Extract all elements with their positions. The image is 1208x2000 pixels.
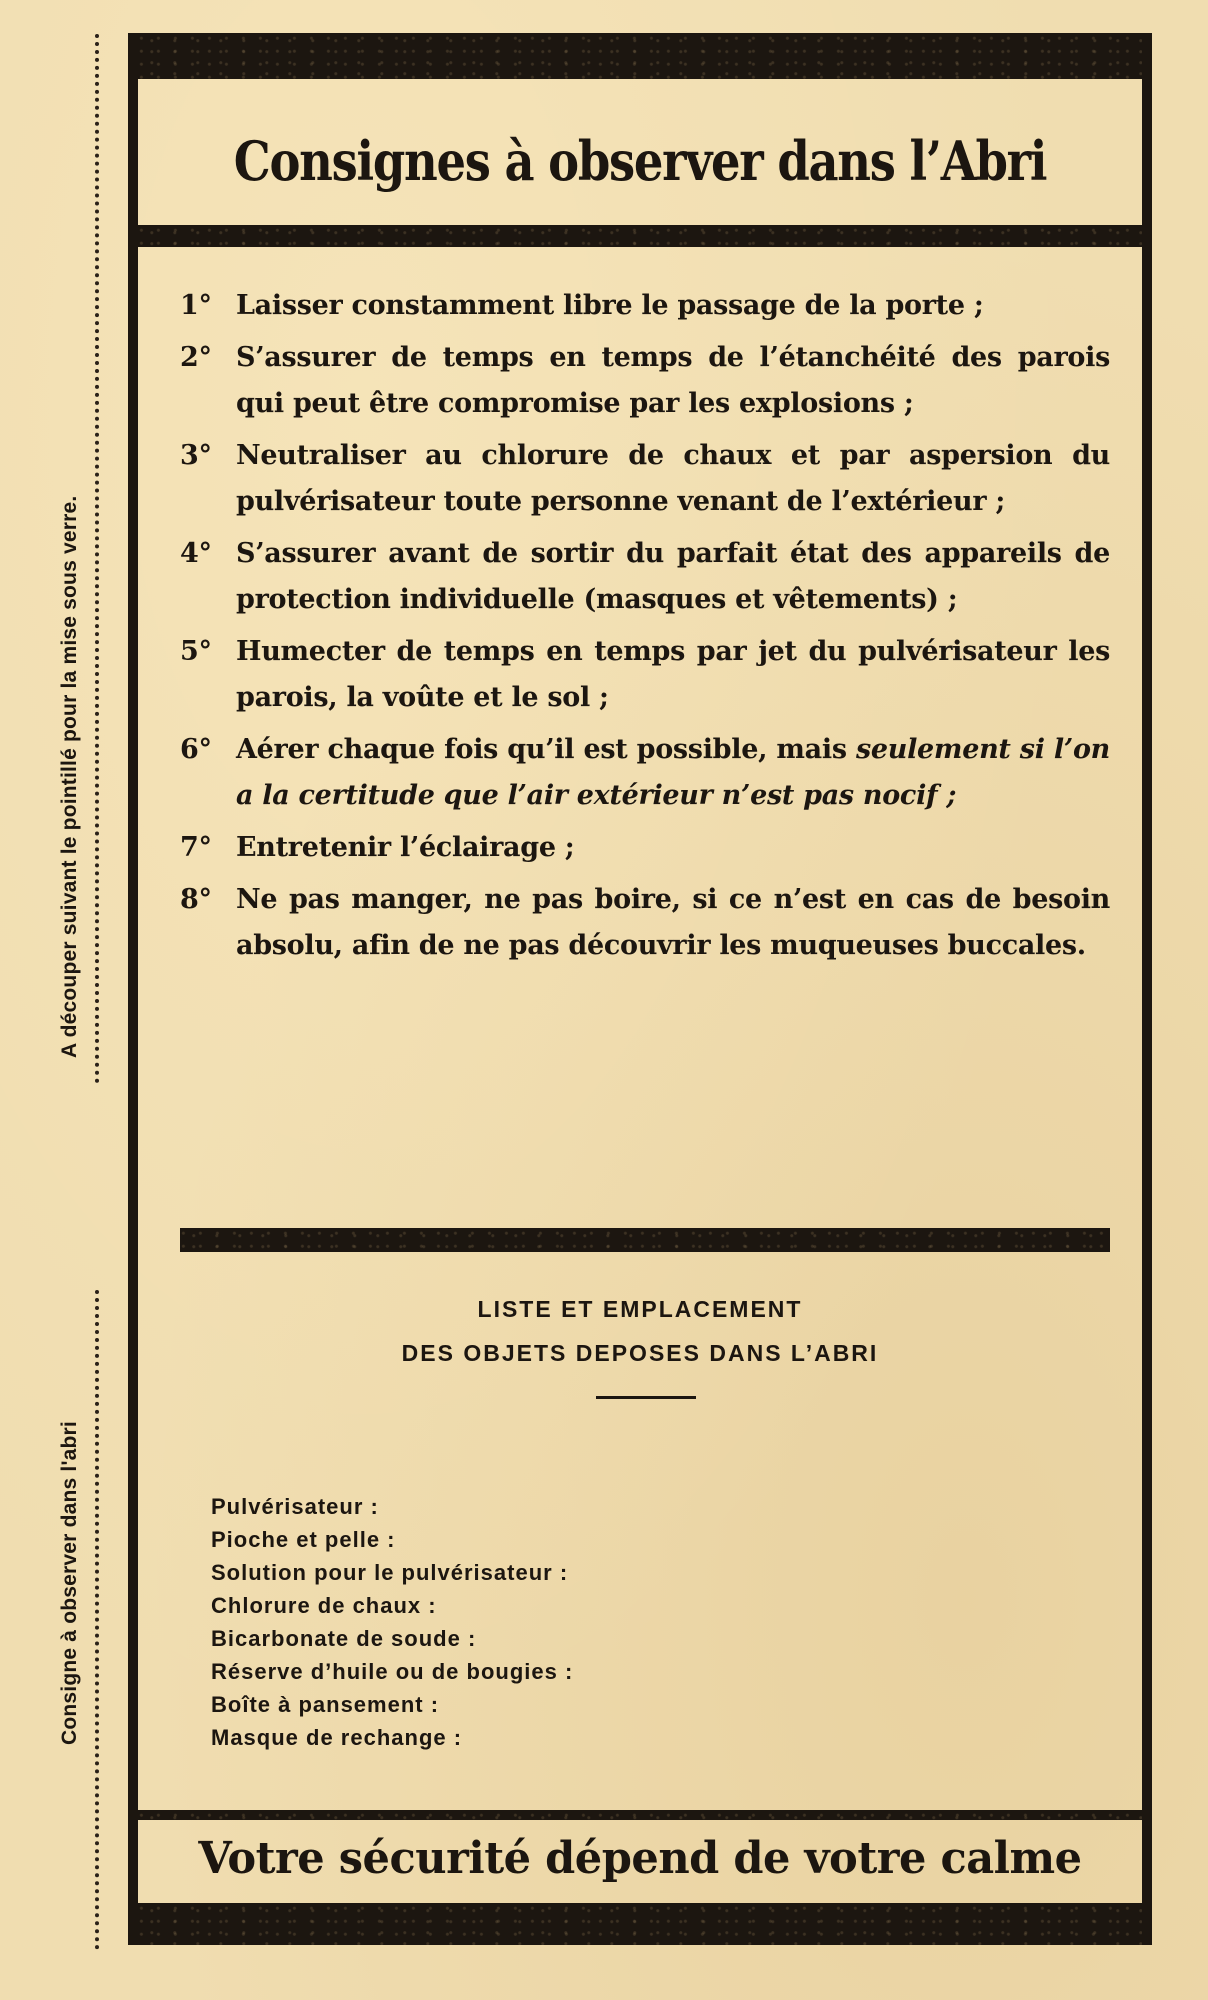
objects-heading-line-2: DES OBJETS DEPOSES DANS L’ABRI [401,1340,879,1366]
rule-text: S’assurer avant de sortir du parfait état des appareils de protection individuelle (masques et vêtements) ; [236,538,1110,615]
rule-number: 5° [180,636,212,667]
rule-item [180,335,1110,427]
object-item: Boîte à pansement : [211,1692,440,1717]
rule-text: Ne pas manger, ne pas boire, si ce n’est en cas de besoin absolu, afin de ne pas découvrir les muqueuses buccales. [236,884,1110,961]
rule-text: S’assurer de temps en temps de l’étanchéité des parois qui peut être compromise par les explosions ; [236,342,1110,419]
rule-number: 3° [180,440,212,471]
cut-line-dotted-lower [95,1290,99,1950]
object-item: Solution pour le pulvérisateur : [211,1560,569,1585]
rule-item [180,629,1110,721]
objects-list [211,1490,573,1754]
heading-short-rule [596,1396,696,1399]
top-border-band [138,33,1142,79]
footer-top-rule [138,1810,1142,1820]
objects-list-heading [138,1287,1142,1375]
rule-number: 7° [180,832,212,863]
title-underline-band [138,225,1142,247]
rule-text: Laisser constamment libre le passage de la porte ; [236,290,984,321]
rule-item [180,727,1110,819]
rule-number: 1° [180,290,212,321]
notice-title: Consignes à observer dans l’Abri [233,129,1047,193]
rule-number: 6° [180,734,212,765]
bottom-border-band [138,1903,1142,1945]
object-item: Pioche et pelle : [211,1527,396,1552]
notice-frame [128,33,1152,1945]
cut-line-dotted-upper [95,34,99,1084]
rule-text: Humecter de temps en temps par jet du pulvérisateur les parois, la voûte et le sol ; [236,636,1110,713]
rule-text: Aérer chaque fois qu’il est possible, mais [236,734,847,765]
rule-number: 4° [180,538,212,569]
object-item: Masque de rechange : [211,1725,463,1750]
margin-cut-instruction: A découper suivant le pointillé pour la mise sous verre. [58,495,81,1058]
objects-heading-line-1: LISTE ET EMPLACEMENT [477,1296,803,1322]
rule-item [180,283,1110,329]
rule-item [180,531,1110,623]
object-item: Bicarbonate de soude : [211,1626,477,1651]
rule-number: 8° [180,884,212,915]
object-item: Réserve d’huile ou de bougies : [211,1659,574,1684]
rule-number: 2° [180,342,212,373]
rule-text: Neutraliser au chlorure de chaux et par aspersion du pulvérisateur toute personne venant de l’extérieur ; [236,440,1110,517]
section-divider-band [180,1228,1110,1252]
object-item: Pulvérisateur : [211,1494,379,1519]
object-item: Chlorure de chaux : [211,1593,437,1618]
rule-text: Entretenir l’éclairage ; [236,832,575,863]
rule-item [180,433,1110,525]
rules-list [180,283,1110,975]
footer-slogan: Votre sécurité dépend de votre calme [198,1833,1082,1884]
rule-text-emphasis: seulement si l’on a la certitude que l’air extérieur n’est pas nocif ; [236,734,1110,811]
rule-item [180,825,1110,871]
margin-caption: Consigne à observer dans l'abri [58,1421,81,1745]
rule-item [180,877,1110,969]
